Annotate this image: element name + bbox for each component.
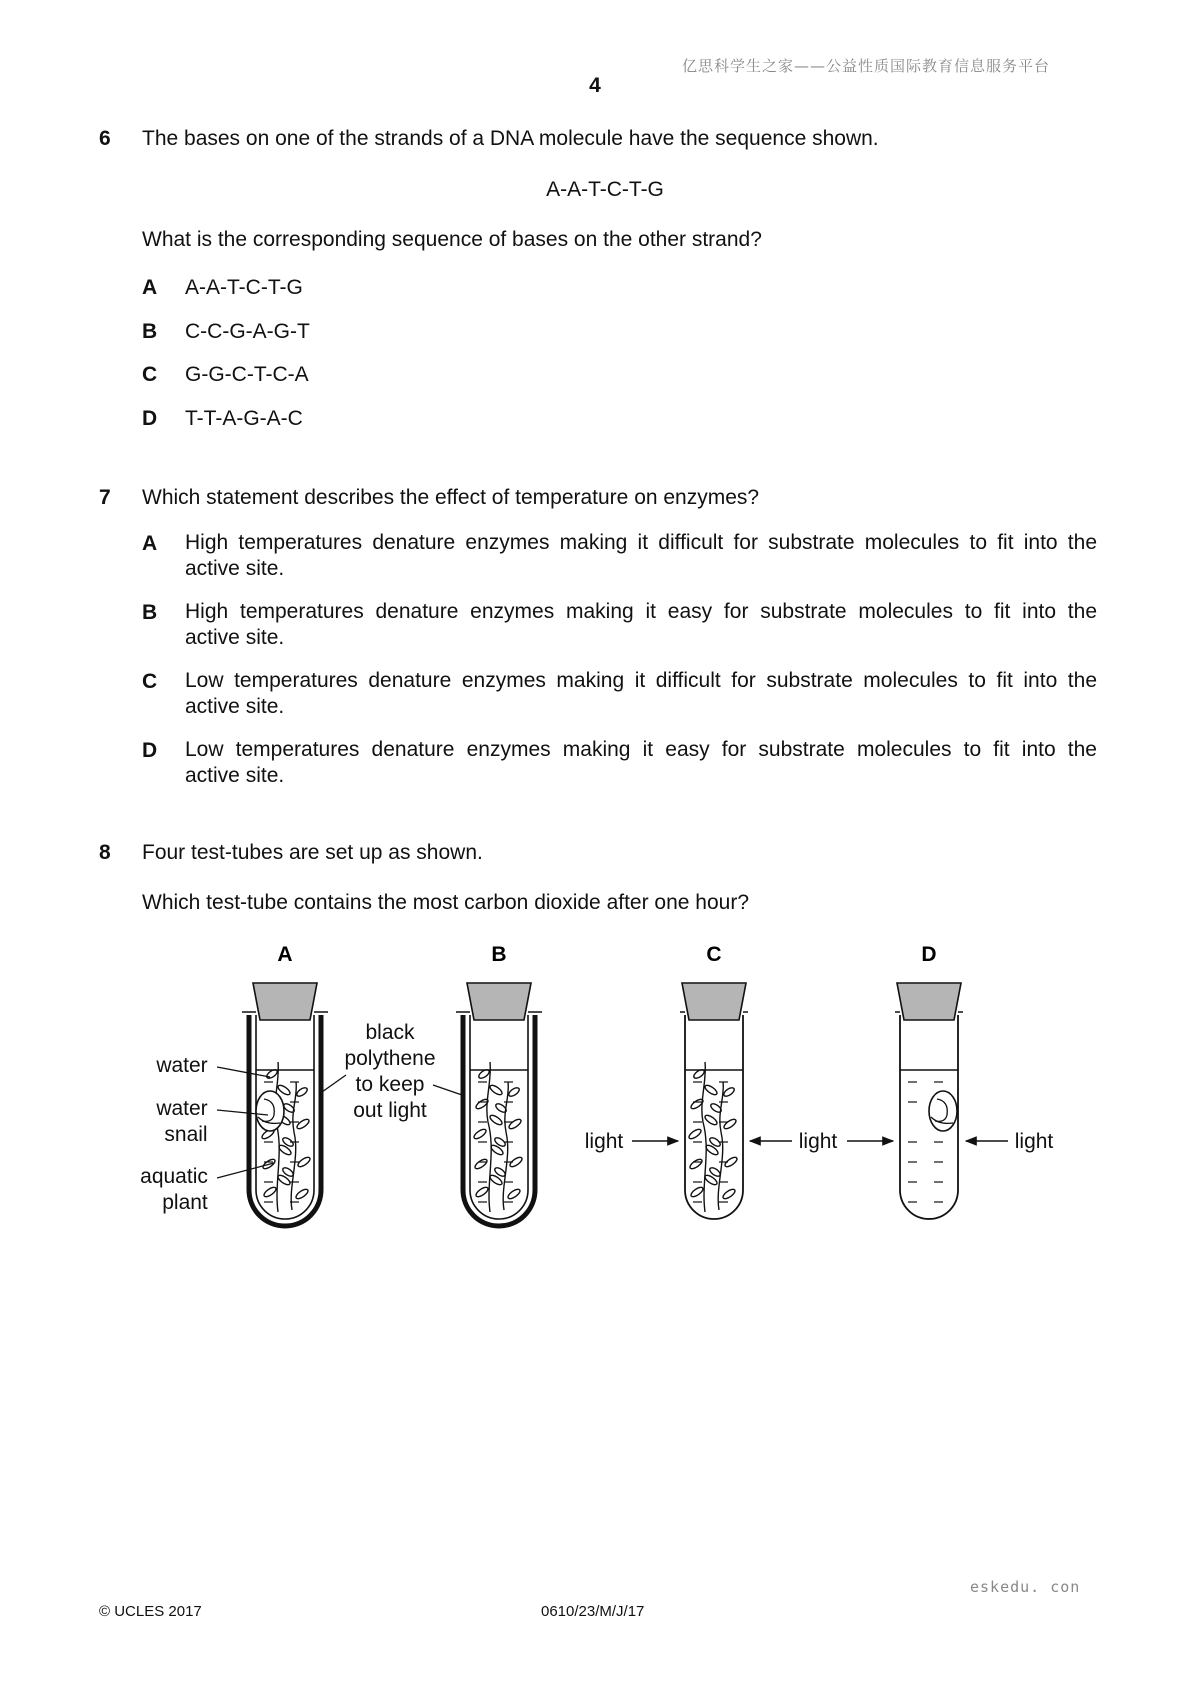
test-tube-c <box>680 983 748 1219</box>
label-black-polythene-line3: to keep <box>355 1073 425 1096</box>
watermark-text: 亿思科学生之家——公益性质国际教育信息服务平台 <box>682 57 1051 75</box>
q6-option-text: A-A-T-C-T-G <box>185 276 303 299</box>
site-watermark: eskedu. con <box>970 1578 1081 1596</box>
q6-option-letter: A <box>142 276 158 299</box>
q7-option-line: active site. <box>185 557 285 580</box>
question-8-question: Which test-tube contains the most carbon dioxide after one hour? <box>142 891 750 914</box>
q6-option-text: T-T-A-G-A-C <box>185 407 303 430</box>
label-light: light <box>584 1130 624 1153</box>
q7-option-line: active site. <box>185 695 285 718</box>
q7-option-line: active site. <box>185 626 285 649</box>
q6-option-letter: D <box>142 407 158 430</box>
label-black-polythene-line1: black <box>365 1021 415 1044</box>
label-black-polythene-line2: polythene <box>344 1047 436 1070</box>
q7-option-line: High temperatures denature enzymes making it difficult for substrate molecules to fit into the <box>185 531 1097 554</box>
label-aquatic-plant-line2: plant <box>162 1191 208 1214</box>
dna-sequence: A-A-T-C-T-G <box>546 178 664 201</box>
tube-b-label: B <box>491 943 507 966</box>
q6-option-text: C-C-G-A-G-T <box>185 320 310 343</box>
q7-option-line: Low temperatures denature enzymes making it easy for substrate molecules to fit into the <box>185 738 1097 761</box>
label-water: water <box>156 1054 208 1077</box>
page-number: 4 <box>589 74 601 97</box>
label-aquatic-plant-line1: aquatic <box>140 1165 208 1188</box>
label-light: light <box>798 1130 838 1153</box>
question-6-number: 6 <box>99 127 111 150</box>
test-tube-a <box>242 983 328 1226</box>
q7-option-line: active site. <box>185 764 285 787</box>
question-8-number: 8 <box>99 841 111 864</box>
q6-option-letter: B <box>142 320 158 343</box>
q7-option-letter: B <box>142 601 158 624</box>
q7-option-letter: A <box>142 532 158 555</box>
tube-a-label: A <box>277 943 293 966</box>
question-6-stem: The bases on one of the strands of a DNA molecule have the sequence shown. <box>142 127 879 150</box>
paper-code: 0610/23/M/J/17 <box>541 1603 645 1620</box>
q6-option-text: G-G-C-T-C-A <box>185 363 309 386</box>
question-7-number: 7 <box>99 486 111 509</box>
test-tube-b <box>456 983 542 1226</box>
tube-d-label: D <box>921 943 937 966</box>
question-8-stem: Four test-tubes are set up as shown. <box>142 841 483 864</box>
q7-option-line: Low temperatures denature enzymes making it difficult for substrate molecules to fit into the <box>185 669 1097 692</box>
q7-option-letter: C <box>142 670 158 693</box>
label-black-polythene-line4: out light <box>353 1099 427 1122</box>
label-water-snail-line1: water <box>156 1097 208 1120</box>
copyright: © UCLES 2017 <box>99 1603 202 1620</box>
question-6-question: What is the corresponding sequence of bases on the other strand? <box>142 228 762 251</box>
q6-option-letter: C <box>142 363 158 386</box>
q7-option-line: High temperatures denature enzymes making it easy for substrate molecules to fit into the <box>185 600 1097 623</box>
question-7-stem: Which statement describes the effect of temperature on enzymes? <box>142 486 760 509</box>
q7-option-letter: D <box>142 739 158 762</box>
tube-c-label: C <box>706 943 722 966</box>
label-light: light <box>1014 1130 1054 1153</box>
test-tube-d <box>895 983 963 1219</box>
label-water-snail-line2: snail <box>164 1123 208 1146</box>
